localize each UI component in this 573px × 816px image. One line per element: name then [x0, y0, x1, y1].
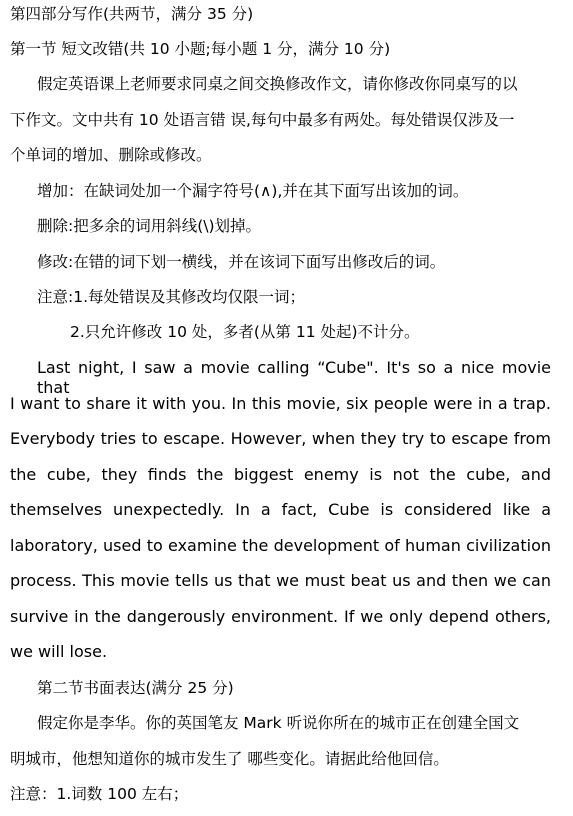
part2-heading: 第二节书面表达(满分 25 分)	[37, 679, 234, 697]
prompt-line-2: 明城市，他想知道你的城市发生了 哪些变化。请据此给他回信。	[10, 750, 449, 768]
rule-add: 增加：在缺词处加一个漏字符号(∧),并在其下面写出该加的词。	[37, 182, 469, 200]
passage-line-2: I want to share it with you. In this movie, six people were in a trap.	[10, 394, 551, 413]
prompt-line-1: 假定你是李华。你的英国笔友 Mark 听说你所在的城市正在创建全国文	[37, 714, 520, 732]
passage-line-4: the cube, they finds the biggest enemy is not the cube, and	[10, 465, 551, 484]
passage-line-7: process. This movie tells us that we must beat us and then we can	[10, 571, 551, 590]
passage-line-6: laboratory, used to examine the development of human civilization	[10, 536, 551, 555]
part2-note: 注意：1.词数 100 左右；	[10, 785, 189, 803]
part1-heading: 第一节 短文改错(共 10 小题;每小题 1 分，满分 10 分)	[10, 40, 391, 58]
intro-line-3: 个单词的增加、删除或修改。	[10, 146, 212, 164]
passage-line-8: survive in the dangerously environment. If we only depend others,	[10, 607, 551, 626]
passage-line-3: Everybody tries to escape. However, when they try to escape from	[10, 429, 551, 448]
intro-line-1: 假定英语课上老师要求同桌之间交换修改作文，请你修改你同桌写的以	[37, 75, 518, 93]
intro-line-2: 下作文。文中共有 10 处语言错 误,每句中最多有两处。每处错误仅涉及一	[10, 111, 515, 129]
passage-line-1: Last night, I saw a movie calling “Cube". It's so a nice movie that	[37, 358, 551, 397]
passage-line-5: themselves unexpectedly. In a fact, Cube is considered like a	[10, 500, 551, 519]
note-1: 注意:1.每处错误及其修改均仅限一词；	[37, 288, 306, 306]
note-2: 2.只允许修改 10 处，多者(从第 11 处起)不计分。	[70, 323, 420, 341]
rule-modify: 修改:在错的词下划一横线，并在该词下面写出修改后的词。	[37, 253, 446, 271]
passage-line-9: we will lose.	[10, 642, 108, 661]
rule-delete: 删除:把多余的词用斜线(\)划掉。	[37, 217, 262, 235]
section-title: 第四部分写作(共两节，满分 35 分)	[10, 5, 254, 23]
